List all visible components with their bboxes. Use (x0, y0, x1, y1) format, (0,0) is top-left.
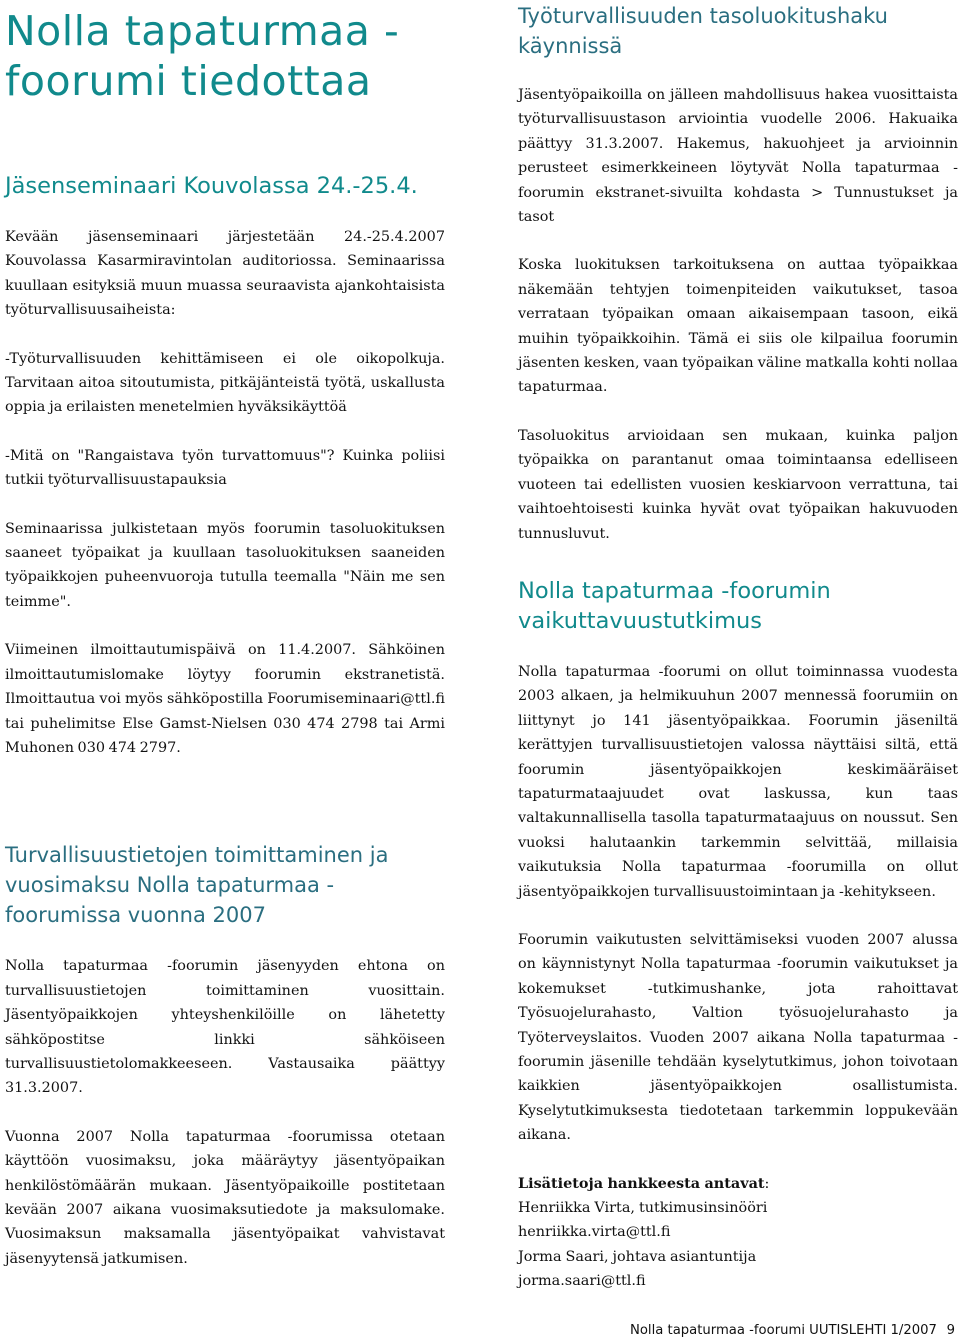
classification-heading (518, 1, 958, 61)
impact-paragraph-1: Nolla tapaturmaa -foorumi on ollut toiminnassa vuodesta 2003 alkaen, ja helmikuuhun 2007 mennessä foorumiin on liittynyt jo 141 jäsentyöpaikkaa. Foorumin jäseniltä kerättyjen turvallisuustietojen valossa näyttäisi siltä, että foorumin jäsentyöpaikkojen keskimääräiset tapaturmataajuudet ovat laskussa, kun taas valtakunnallisella tasolla tapaturmataajuus on noussut. Sen vuoksi halutaankin tarkemmin selvittää, millaisia vaikutuksia Nolla tapaturmaa -foorumilla on ollut jäsentyöpaikkojen turvallisuustoimintaan ja -kehitykseen. (518, 663, 958, 900)
left-column (5, 0, 445, 1271)
classification-paragraph-1: Jäsentyöpaikoilla on jälleen mahdollisuus hakea vuosittaista työturvallisuustason arviointia vuodelle 2006. Hakuaika päättyy 31.3.2007. Hakemus, hakuohjeet ja arvioinnin perusteet esimerkkeineen löytyvät Nolla tapaturmaa -foorumin ekstranet-sivuilta kohdasta > Tunnustukset ja tasot (518, 87, 958, 226)
safety-heading-line-3: foorumissa vuonna 2007 (5, 903, 266, 928)
contact-email-link[interactable]: henriikka.virta@ttl.fi (518, 1224, 671, 1241)
contact-line: Henriikka Virta, tutkimusinsinööri (518, 1200, 768, 1217)
safety-heading (5, 840, 445, 930)
seminar-results: Seminaarissa julkistetaan myös foorumin tasoluokituksen saaneet työpaikat ja kuullaan tasoluokituksen saaneiden työpaikkojen puheenvuoroja tutulla teemalla "Näin me sen teimme". (5, 520, 445, 610)
impact-heading-line-2: vaikuttavuustutkimus (518, 607, 763, 634)
contact-email-link[interactable]: jorma.saari@ttl.fi (518, 1273, 646, 1290)
seminar-topic-1: -Työturvallisuuden kehittämiseen ei ole oikopolkuja. Tarvitaan aitoa sitoutumista, pitkäjänteistä työtä, uskallusta oppia ja erilaisten menetelmien hyväksikäyttöä (5, 350, 445, 416)
safety-paragraph-2: Vuonna 2007 Nolla tapaturmaa -foorumissa otetaan käyttöön vuosimaksu, joka määräytyy jäsentyöpaikan henkilöstömäärän mukaan. Jäsentyöpaikoille postitetaan kevään 2007 aikana vuosimaksutiedote ja maksulomake. Vuosimaksun maksamalla jäsentyöpaikat vahvistavat jäsenyytensä jatkumisen. (5, 1128, 445, 1267)
page-title (5, 6, 445, 106)
seminar-topic-2: -Mitä on "Rangaistava työn turvattomuus"? Kuinka poliisi tutkii työturvallisuustapauksia (5, 447, 445, 489)
seminar-heading: Jäsenseminaari Kouvolassa 24.-25.4. (5, 173, 418, 199)
safety-heading-line-2: vuosimaksu Nolla tapaturmaa - (5, 873, 335, 898)
contacts-label-text: Lisätietoja hankkeesta antavat (518, 1174, 765, 1192)
classification-heading-line-2: käynnissä (518, 34, 623, 58)
page-number: 9 (946, 1323, 955, 1338)
right-column (518, 0, 958, 1294)
impact-paragraph-2: Foorumin vaikutusten selvittämiseksi vuoden 2007 alussa on käynnistynyt Nolla tapaturmaa -foorumin vaikutukset ja kokemukset -tutkimushanke, jota rahoittavat Työsuojelurahasto, Valtion työsuojelurahasto ja Työterveyslaitos. Vuoden 2007 aikana Nolla tapaturmaa -foorumin jäsenille tehdään kyselytutkimus, johon toivotaan kaikkien jäsentyöpaikkojen osallistumista. Kyselytutkimuksesta tiedotetaan tarkemmin loppukevään aikana. (518, 931, 958, 1144)
seminar-registration: Viimeinen ilmoittautumispäivä on 11.4.2007. Sähköinen ilmoittautumislomake löytyy foorumin ekstranetistä. Ilmoittautua voi myös sähköpostilla Foorumiseminaari@ttl.fi tai puhelimitse Else Gamst-Nielsen 030 474 2798 tai Armi Muhonen 030 474 2797. (5, 642, 445, 756)
footer-publication: Nolla tapaturmaa -foorumi UUTISLEHTI 1/2007 (630, 1323, 937, 1338)
page-title-line-2: foorumi tiedottaa (5, 57, 372, 105)
safety-heading-line-1: Turvallisuustietojen toimittaminen ja (5, 843, 389, 868)
contacts-label-colon: : (764, 1175, 770, 1192)
page-title-line-1: Nolla tapaturmaa - (5, 7, 400, 55)
contacts-label (518, 1172, 958, 1196)
impact-heading (518, 576, 958, 636)
contacts-block (518, 1172, 958, 1294)
page-footer (630, 1323, 955, 1339)
impact-heading-line-1: Nolla tapaturmaa -foorumin (518, 577, 831, 604)
seminar-intro: Kevään jäsenseminaari järjestetään 24.-25.4.2007 Kouvolassa Kasarmiravintolan auditoriossa. Seminaarissa kuullaan esityksiä muun muassa seuraavista ajankohtaisista työturvallisuusaiheista: (5, 229, 445, 319)
classification-paragraph-2: Koska luokituksen tarkoituksena on auttaa työpaikkaa näkemään tehtyjen toimenpiteiden vaikutukset, tasoa verrataan työpaikan omaan aikaisempaan tasoon, eikä muihin työpaikkoihin. Tämä ei siis ole kilpailua foorumin jäsenten kesken, vaan työpaikan väline matkalla kohti nollaa tapaturmaa. (518, 257, 958, 396)
contact-line: Jorma Saari, johtava asiantuntija (518, 1248, 757, 1265)
classification-paragraph-3: Tasoluokitus arvioidaan sen mukaan, kuinka paljon työpaikka on parantanut omaa toimintaansa edelliseen vuoteen tai edellisten vuosien keskiarvoon verrattuna, tai vaihtoehtoisesti kuinka hyvät ovat työpaikan hakuvuoden tunnusluvut. (518, 427, 958, 542)
classification-heading-line-1: Työturvallisuuden tasoluokitushaku (518, 4, 888, 28)
safety-paragraph-1: Nolla tapaturmaa -foorumin jäsenyyden ehtona on turvallisuustietojen toimittaminen vuosittain. Jäsentyöpaikkojen yhteyshenkilöille on lähetetty sähköpostitse linkki sähköiseen turvallisuustietolomakkeeseen. Vastausaika päättyy 31.3.2007. (5, 958, 445, 1097)
